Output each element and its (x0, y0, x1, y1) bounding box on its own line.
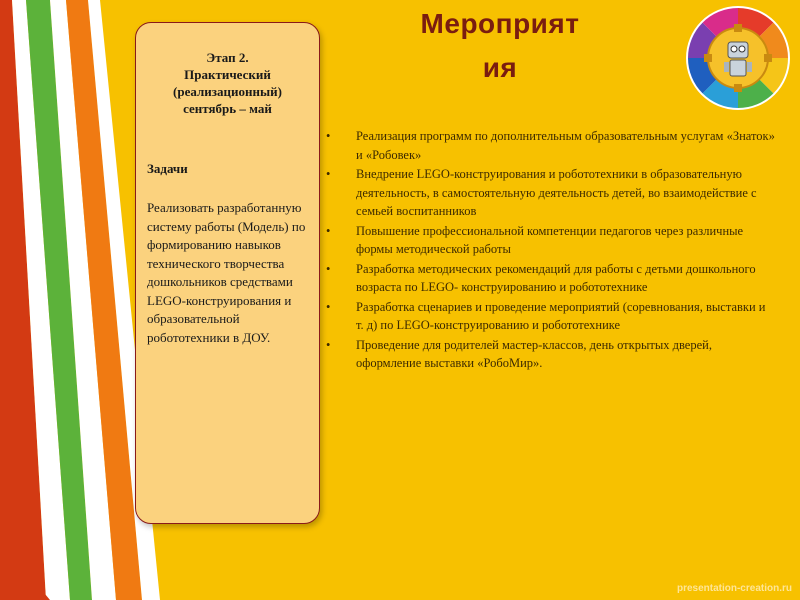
page-title-line1: Мероприят (420, 8, 580, 39)
list-item (326, 127, 776, 164)
bullet: • (326, 261, 331, 276)
stage-title (136, 49, 319, 117)
bullet: • (326, 129, 331, 143)
list-item-text: Реализация программ по дополнительным образовательным услугам «Знаток» и «Робовек» (356, 129, 775, 162)
activities-list (326, 127, 776, 374)
stage-title-line: Практический (184, 67, 271, 82)
bullet: • (326, 299, 331, 314)
list-item-text: Разработка сценариев и проведение мероприятий (соревнования, выставки и т. д) по LEGO-конструированию и робототехнике (356, 299, 766, 332)
watermark: presentation-creation.ru (676, 583, 792, 594)
bullet: • (326, 337, 331, 352)
list-item (326, 222, 776, 259)
list-item (326, 336, 776, 373)
bullet: • (326, 167, 331, 181)
tasks-text: Реализовать разработанную систему работы (Модель) по формированию навыков технического творчества дошкольников средствами LEGO-конструирования и образовательной робототехники в ДОУ. (147, 200, 306, 345)
list-item-text: Разработка методических рекомендаций для работы с детьми дошкольного возраста по LEGO- конструированию и робототехнике (356, 261, 756, 294)
bullet: • (326, 223, 331, 238)
list-item-text: Повышение профессиональной компетенции педагогов через различные формы методической работы (356, 223, 744, 256)
tasks-heading: Задачи (147, 161, 188, 176)
stage-title-line: Этап 2. (206, 50, 249, 65)
list-item (326, 165, 776, 221)
robot-gear-logo-icon (684, 4, 792, 112)
page-title (380, 2, 620, 90)
list-item-text: Проведение для родителей мастер-классов, день открытых дверей, оформление выставки «РобоМир». (356, 337, 712, 370)
page-title-line2: ия (482, 52, 518, 83)
list-item (326, 260, 776, 297)
list-item (326, 298, 776, 335)
stage-card (135, 22, 320, 524)
list-item-text: Внедрение LEGO-конструирования и робототехники в образовательную деятельность, в самостоятельную деятельность детей, во взаимодействие с семьей воспитанников (356, 167, 757, 218)
stage-title-line: сентябрь – май (183, 101, 272, 116)
stage-title-line: (реализационный) (173, 84, 282, 99)
